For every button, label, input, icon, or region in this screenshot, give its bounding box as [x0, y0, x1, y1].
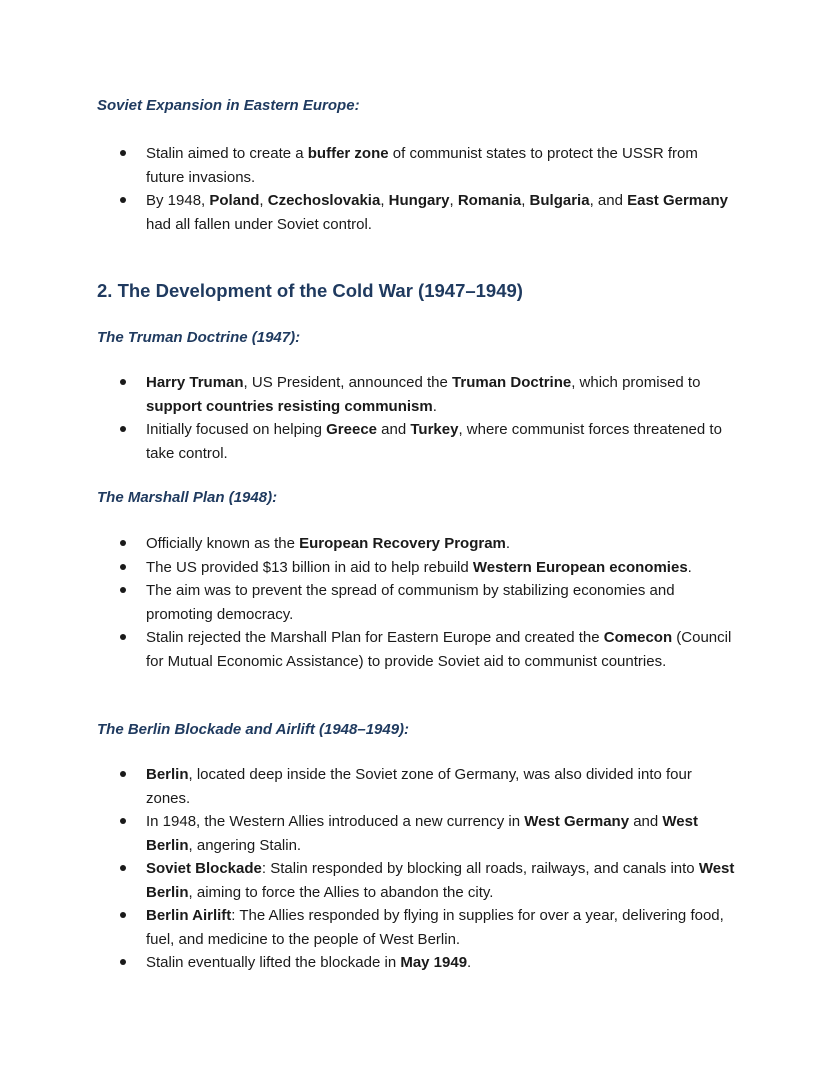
- bullet-list-soviet-expansion: [0, 142, 828, 236]
- bold-text: West Berlin: [146, 813, 698, 854]
- bold-text: European Recovery Program: [299, 535, 506, 552]
- subheading-marshall-plan: The Marshall Plan (1948):: [97, 489, 278, 506]
- text-run: ,: [449, 192, 458, 209]
- text-run: The aim was to prevent the spread of communism by stabilizing economies and promoting democracy.: [146, 582, 675, 623]
- list-item: [0, 189, 828, 236]
- bullet-icon: [120, 426, 126, 432]
- bold-text: Truman Doctrine: [452, 374, 572, 391]
- text-run: Officially known as the: [146, 535, 300, 552]
- list-item: [0, 532, 828, 556]
- bullet-list-berlin-blockade: [0, 763, 828, 975]
- text-run: ,: [259, 192, 268, 209]
- text-run: .: [687, 558, 692, 576]
- bullet-icon: [120, 959, 126, 965]
- subheading-soviet-expansion: Soviet Expansion in Eastern Europe:: [97, 97, 360, 114]
- bold-text: support countries resisting communism: [146, 397, 433, 415]
- text-run: Stalin rejected the Marshall Plan for Eastern Europe and created the: [146, 629, 604, 646]
- text-run: , US President, announced the: [243, 374, 453, 391]
- bullet-icon: [120, 865, 126, 871]
- text-run: .: [505, 535, 511, 552]
- bullet-icon: [120, 912, 126, 918]
- list-item: [0, 371, 828, 418]
- bullet-icon: [120, 634, 126, 640]
- text-run: , where communist forces threatened to take control.: [146, 421, 722, 462]
- text-run: Initially focused on helping: [146, 421, 327, 438]
- list-item: [0, 810, 828, 857]
- bold-text: Berlin: [146, 766, 189, 783]
- bullet-list-marshall-plan: [0, 532, 828, 673]
- text-run: and: [377, 421, 411, 438]
- bold-text: West Germany: [524, 813, 630, 830]
- list-item: [0, 556, 828, 580]
- bullet-icon: [120, 818, 126, 824]
- text-run: had all fallen under Soviet control.: [146, 215, 372, 233]
- text-run: , and: [589, 192, 628, 209]
- bold-text: East Germany: [627, 192, 728, 209]
- bold-text: Turkey: [410, 421, 459, 438]
- bullet-icon: [120, 564, 126, 570]
- text-run: Stalin eventually lifted the blockade in: [146, 954, 401, 971]
- text-run: .: [432, 397, 437, 415]
- bullet-icon: [120, 197, 126, 203]
- text-run: ,: [380, 192, 389, 209]
- bold-text: Soviet Blockade: [146, 860, 262, 877]
- text-run: , aiming to force the Allies to abandon the city.: [188, 883, 494, 901]
- text-run: : Stalin responded by blocking all roads, railways, and canals into: [261, 860, 699, 877]
- text-run: , which promised to: [571, 374, 701, 391]
- list-item: [0, 857, 828, 904]
- bullet-icon: [120, 540, 126, 546]
- bold-text: Czechoslovakia: [267, 192, 381, 209]
- bold-text: Western European economies: [472, 558, 688, 576]
- bold-text: Comecon: [603, 629, 673, 646]
- list-item: [0, 579, 828, 626]
- bold-text: Poland: [209, 192, 260, 209]
- text-run: of communist states to protect the USSR from future invasions.: [146, 145, 698, 186]
- text-run: ,: [521, 192, 530, 209]
- bullet-icon: [120, 379, 126, 385]
- bold-text: Hungary: [388, 192, 450, 209]
- list-item: [0, 904, 828, 951]
- list-item: [0, 763, 828, 810]
- list-item: [0, 142, 828, 189]
- list-item: [0, 418, 828, 465]
- bold-text: Bulgaria: [529, 192, 590, 209]
- list-item: [0, 626, 828, 673]
- text-run: (Council for Mutual Economic Assistance) to provide Soviet aid to communist countries.: [146, 629, 732, 670]
- bold-text: Romania: [457, 192, 522, 209]
- text-run: , angering Stalin.: [188, 836, 302, 854]
- text-run: .: [467, 954, 472, 971]
- bold-text: Greece: [326, 421, 377, 438]
- text-run: By 1948,: [146, 192, 210, 209]
- bold-text: West Berlin: [146, 860, 735, 901]
- bold-text: Harry Truman: [146, 374, 244, 391]
- bold-text: Berlin Airlift: [146, 907, 232, 924]
- bullet-icon: [120, 587, 126, 593]
- list-item: [0, 951, 828, 975]
- text-run: Stalin aimed to create a: [146, 145, 308, 162]
- bold-text: buffer zone: [307, 145, 389, 162]
- bold-text: May 1949: [400, 954, 468, 971]
- text-run: The US provided $13 billion in aid to help rebuild: [146, 558, 473, 576]
- text-run: In 1948, the Western Allies introduced a new currency in: [146, 813, 525, 830]
- text-run: , located deep inside the Soviet zone of Germany, was also divided into four zones.: [146, 766, 692, 807]
- subheading-berlin-blockade: The Berlin Blockade and Airlift (1948–1949):: [97, 721, 410, 738]
- text-run: and: [629, 813, 663, 830]
- bullet-list-truman-doctrine: [0, 371, 828, 465]
- bullet-icon: [120, 771, 126, 777]
- subheading-truman-doctrine: The Truman Doctrine (1947):: [97, 329, 301, 346]
- section-title-cold-war-development: 2. The Development of the Cold War (1947–1949): [97, 280, 523, 301]
- bullet-icon: [120, 150, 126, 156]
- text-run: : The Allies responded by flying in supplies for over a year, delivering food, fuel, and medicine to the people of West Berlin.: [146, 907, 724, 948]
